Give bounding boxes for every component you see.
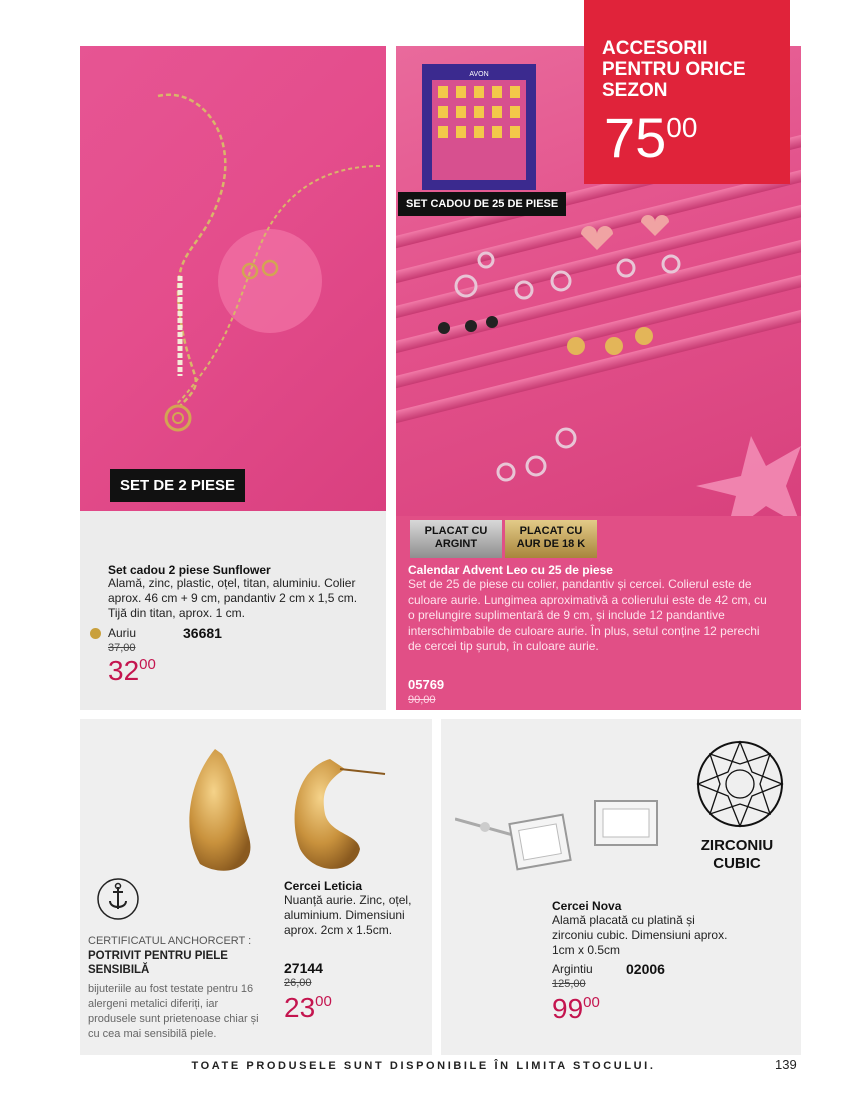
product-code: 27144 bbox=[284, 960, 323, 976]
sunflower-set-image bbox=[80, 46, 386, 511]
product-name: Set cadou 2 piese Sunflower bbox=[108, 563, 271, 577]
nova-earrings-image bbox=[455, 791, 665, 881]
product-code: 02006 bbox=[626, 961, 665, 977]
product-description: Nuanță aurie. Zinc, oțel, aluminium. Dimensiuni aprox. 2cm x 1.5cm. bbox=[284, 893, 412, 937]
cert-subtitle: POTRIVIT PENTRU PIELE SENSIBILĂ bbox=[88, 950, 228, 976]
product-code: 36681 bbox=[183, 625, 222, 641]
product-panel-nova bbox=[441, 719, 801, 1055]
old-price: 37,00 bbox=[108, 642, 136, 654]
current-price: $32^{00}$ bbox=[108, 655, 156, 686]
product-panel-leticia bbox=[80, 719, 432, 1055]
old-price: 90,00 bbox=[408, 694, 436, 706]
promo-badge bbox=[584, 0, 790, 184]
cert-title: CERTIFICATUL ANCHORCERT : bbox=[88, 935, 252, 947]
gold-swatch-icon[interactable] bbox=[90, 628, 101, 639]
product-description: Alamă placată cu platină și zirconiu cubic. Dimensiuni aprox. 1cm x 0.5cm bbox=[552, 913, 728, 957]
anchorcert-logo-icon bbox=[96, 877, 140, 921]
product-code: 05769 bbox=[408, 677, 445, 692]
leticia-earrings-image bbox=[180, 739, 390, 879]
current-price: $23^{00}$ bbox=[284, 992, 332, 1023]
promo-title: ACCESORII PENTRU ORICE SEZON bbox=[602, 38, 746, 101]
zirconia-badge: ZIRCONIU CUBIC bbox=[700, 837, 774, 872]
svg-text:AVON: AVON bbox=[469, 71, 489, 78]
set-tag: SET DE 2 PIESE bbox=[110, 469, 245, 502]
promo-price: $75^{00}$ bbox=[604, 106, 698, 169]
silver-plated-chip: PLACAT CU ARGINT bbox=[410, 520, 502, 558]
product-name: Calendar Advent Leo cu 25 de piese bbox=[408, 563, 613, 577]
zirconia-star-icon bbox=[695, 739, 785, 829]
product-name: Cercei Nova bbox=[552, 899, 622, 913]
page-number: 139 bbox=[775, 1057, 797, 1072]
product-name: Cercei Leticia bbox=[284, 879, 363, 893]
necklace-illustration bbox=[80, 46, 386, 511]
product-description: Set de 25 de piese cu colier, pandantiv și cercei. Colierul este de culoare aurie. Lungimea aproximativă a colierului este de 42 cm, cu o prelungire suplimentară de 9 cm, și include 12 pandantive interschimbabile de culoare aurie. În plus, setul conține 12 perechi de cercei tip șurub, în culoare aurie. bbox=[408, 577, 767, 653]
gold-plated-chip: PLACAT CU AUR DE 18 K bbox=[505, 520, 597, 558]
old-price: 125,00 bbox=[552, 978, 586, 990]
current-price: $99^{00}$ bbox=[552, 993, 600, 1024]
old-price: 26,00 bbox=[284, 977, 312, 989]
product-description: Alamă, zinc, plastic, oțel, titan, aluminiu. Colier aprox. 46 cm + 9 cm, pandantiv 2 cm x 1,5 cm. Tijă din titan, aprox. 1 cm. bbox=[108, 576, 358, 620]
variant-label: Argintiu bbox=[552, 962, 593, 976]
stock-disclaimer: TOATE PRODUSELE SUNT DISPONIBILE ÎN LIMITA STOCULUI. bbox=[191, 1060, 656, 1072]
variant-label: Auriu bbox=[108, 626, 137, 640]
cert-description: bijuteriile au fost testate pentru 16 alergeni metalici diferiți, iar produsele sunt prietenoase chiar și cu cea mai sensibilă piele. bbox=[88, 983, 259, 1040]
set-tag: SET CADOU DE 25 DE PIESE bbox=[398, 192, 566, 216]
